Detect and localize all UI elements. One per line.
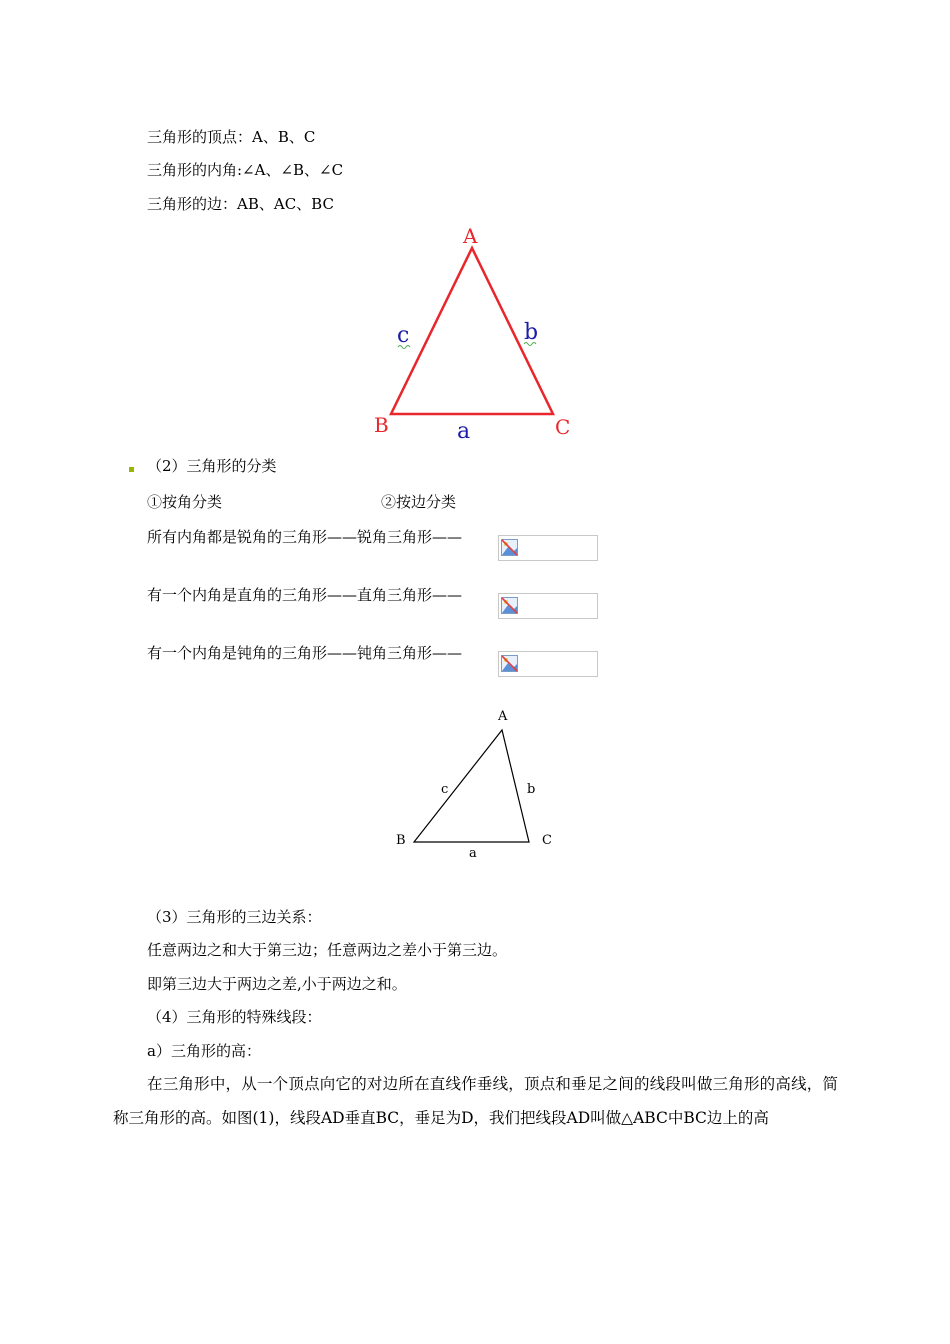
relations-restate: 即第三边大于两边之差,小于两边之和。 bbox=[147, 975, 407, 993]
triangle-figure-1 bbox=[360, 222, 590, 444]
relations-heading: （3）三角形的三边关系： bbox=[147, 908, 322, 926]
broken-image-icon bbox=[501, 597, 518, 614]
broken-image-obtuse bbox=[498, 651, 598, 677]
by-side-label: ②按边分类 bbox=[381, 493, 457, 511]
broken-image-icon bbox=[501, 539, 518, 556]
broken-image-icon bbox=[501, 655, 518, 672]
triangle-2-vertex-b: B bbox=[396, 833, 406, 848]
altitude-subheading: a）三角形的高： bbox=[147, 1042, 261, 1060]
sides-line: 三角形的边：AB、AC、BC bbox=[147, 195, 334, 213]
triangle-2-shape bbox=[414, 730, 529, 842]
obtuse-triangle-row: 有一个内角是钝角的三角形——钝角三角形—— bbox=[147, 644, 463, 662]
triangle-1-side-a: a bbox=[457, 419, 471, 444]
segments-heading: （4）三角形的特殊线段： bbox=[147, 1008, 322, 1026]
by-angle-label: ①按角分类 bbox=[147, 493, 223, 511]
classification-heading: （2）三角形的分类 bbox=[147, 457, 277, 475]
list-bullet-marker bbox=[129, 467, 134, 472]
vertices-line: 三角形的顶点：A、B、C bbox=[147, 128, 316, 146]
triangle-2-side-b: b bbox=[527, 782, 536, 797]
triangle-2-side-c: c bbox=[441, 782, 449, 797]
triangle-2-vertex-a: A bbox=[498, 709, 508, 724]
broken-image-right bbox=[498, 593, 598, 619]
relations-rule: 任意两边之和大于第三边；任意两边之差小于第三边。 bbox=[147, 941, 508, 959]
acute-triangle-row: 所有内角都是锐角的三角形——锐角三角形—— bbox=[147, 528, 463, 546]
triangle-figure-2 bbox=[390, 700, 560, 865]
altitude-definition: 在三角形中，从一个顶点向它的对边所在直线作垂线，顶点和垂足之间的线段叫做三角形的高线，简称三角形的高。如图(1)，线段AD垂直BC，垂足为D，我们把线段AD叫做△ABC中BC边上的高 bbox=[113, 1075, 838, 1127]
right-triangle-row: 有一个内角是直角的三角形——直角三角形—— bbox=[147, 586, 463, 604]
triangle-1-side-c: c bbox=[397, 323, 410, 348]
triangle-1-vertex-c: C bbox=[555, 415, 571, 439]
broken-image-acute bbox=[498, 535, 598, 561]
triangle-1-vertex-a: A bbox=[463, 224, 478, 248]
triangle-2-vertex-c: C bbox=[542, 833, 552, 848]
angles-line: 三角形的内角:∠A、∠B、∠C bbox=[147, 161, 344, 179]
triangle-1-vertex-b: B bbox=[374, 413, 389, 437]
triangle-2-side-a: a bbox=[469, 846, 477, 861]
triangle-1-side-b: b bbox=[524, 320, 539, 345]
